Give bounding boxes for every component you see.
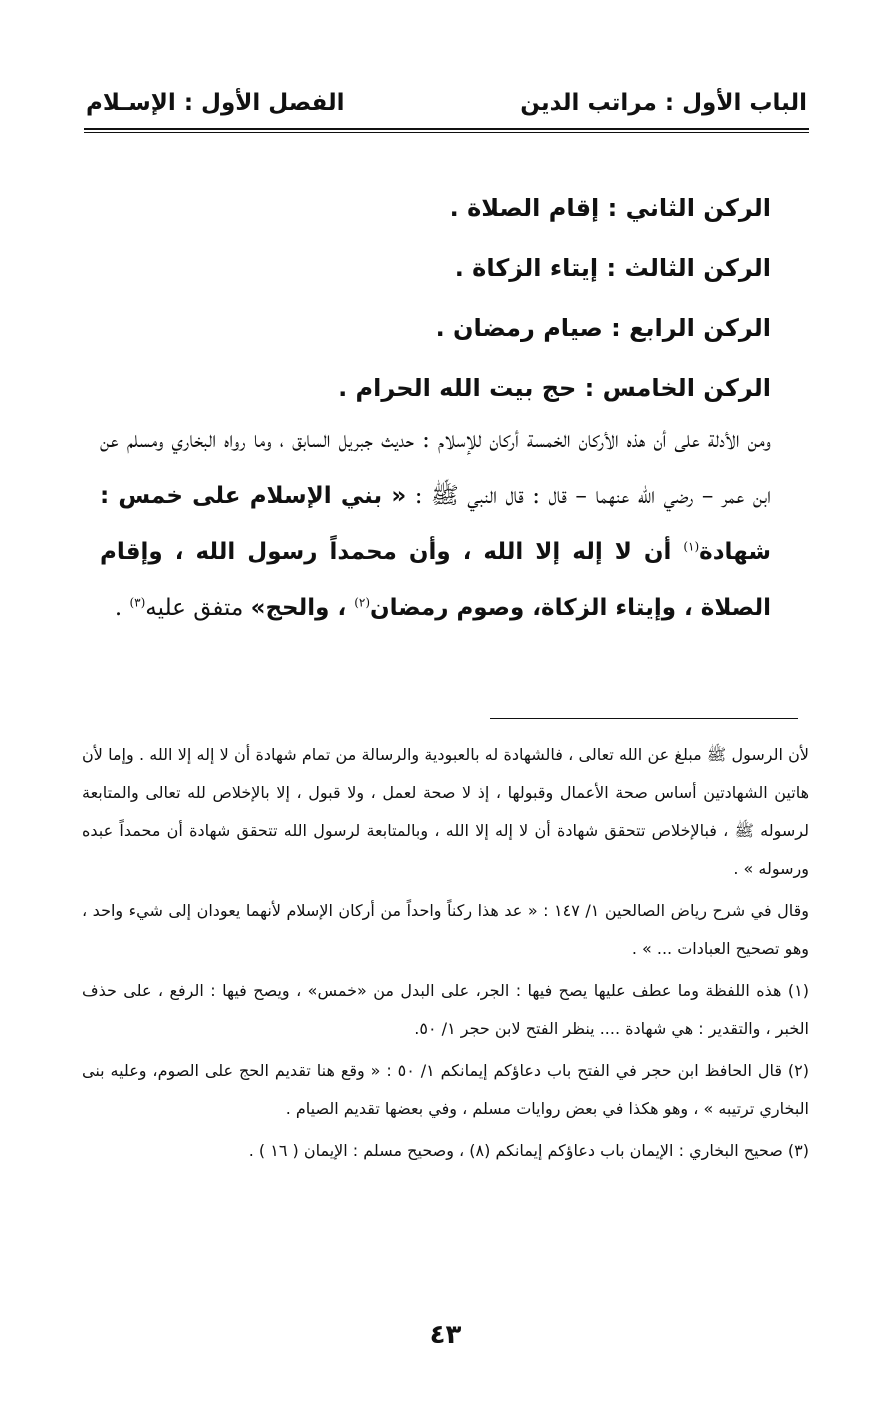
footnote-continuation: لأن الرسول ﷺ مبلغ عن الله تعالى ، فالشهادة له بالعبودية والرسالة من تمام شهادة أن لا إله إلا الله . وإما لأن هاتين الشهادتين أساس صحة الأعمال وقبولها ، إذ لا صحة لعمل ، ولا قبول ، إلا بالإخلاص لله تعالى والمتابعة لرسوله ﷺ ، فبالإخلاص تتحقق شهادة أن لا إله إلا الله ، وبالمتابعة لرسول الله تتحقق شهادة أن محمداً عبده ورسوله » . xyxy=(82,745,809,878)
header-rule-thin xyxy=(84,132,809,133)
pillars-list xyxy=(271,178,771,418)
pillar-third: الركن الثالث : إيتاء الزكاة . xyxy=(454,254,771,282)
agreed-upon-text: متفق عليه xyxy=(145,595,251,621)
footnote-ref-2[interactable]: (٢) xyxy=(354,595,371,610)
footnote-1 xyxy=(82,972,809,1048)
hadith-text-1: « بني الإسلام على خمس : شهادة xyxy=(100,483,771,565)
footnote-riyadh-quote: وقال في شرح رياض الصالحين ١/ ١٤٧ : « عد هذا ركناً واحداً من أركان الإسلام لأنهما يعودان إلى شيء واحد ، وهو تصحيح العبادات ... » . xyxy=(82,901,809,958)
footnote-text: هذه اللفظة وما عطف عليها يصح فيها : الجر، على البدل من «خمس» ، ويصح فيها : الرفع ، على حذف الخبر ، والتقدير : هي شهادة .... ينظر الفتح لابن حجر ١/ ٥٠. xyxy=(82,981,809,1038)
body-paragraph xyxy=(100,412,771,636)
pillar-second: الركن الثاني : إقام الصلاة . xyxy=(449,194,771,222)
footnote-2 xyxy=(82,1052,809,1128)
section-title: الفصل الأول : الإسـلام xyxy=(86,90,345,116)
pillar-fifth: الركن الخامس : حج بيت الله الحرام . xyxy=(338,374,771,402)
footnote-separator xyxy=(490,718,798,719)
chapter-title: الباب الأول : مراتب الدين xyxy=(520,90,807,116)
footnote-ref-3[interactable]: (٣) xyxy=(129,595,146,610)
hadith-text-3: ، والحج» xyxy=(250,595,355,621)
intro-text: ومن الأدلة على أن هذه الأركان الخمسة أركان للإسلام : حديث جبريل السابق ، وما رواه البخاري ومسلم عن ابن عمر – رضي الله عنهما – قال : قال النبي ﷺ : xyxy=(100,427,771,509)
footnote-number: (٣) xyxy=(787,1141,809,1160)
footnote-number: (١) xyxy=(787,981,809,1000)
footnote-ref-1[interactable]: (١) xyxy=(683,539,700,554)
header-rule xyxy=(84,128,809,130)
running-header xyxy=(86,84,807,122)
footnotes-section xyxy=(82,736,809,1174)
footnote-number: (٢) xyxy=(787,1061,810,1080)
hadith-text-2: أن لا إله إلا الله ، وأن محمداً رسول الله ، وإقام الصلاة ، وإيتاء الزكاة، وصوم رمضان xyxy=(100,539,771,621)
body-end: . xyxy=(114,595,130,621)
page-number: ٤٣ xyxy=(429,1320,462,1350)
footnote-text: قال الحافظ ابن حجر في الفتح باب دعاؤكم إيمانكم ١/ ٥٠ : « وقع هنا تقديم الحج على الصوم، وعليه بنى البخاري ترتيبه » ، وهو هكذا في بعض روايات مسلم ، وفي بعضها تقديم الصيام . xyxy=(82,1061,809,1118)
footnote-3 xyxy=(82,1132,809,1170)
footnote-text: صحيح البخاري : الإيمان باب دعاؤكم إيمانكم (٨) ، وصحيح مسلم : الإيمان ( ١٦ ) . xyxy=(248,1141,788,1160)
pillar-fourth: الركن الرابع : صيام رمضان . xyxy=(435,314,771,342)
